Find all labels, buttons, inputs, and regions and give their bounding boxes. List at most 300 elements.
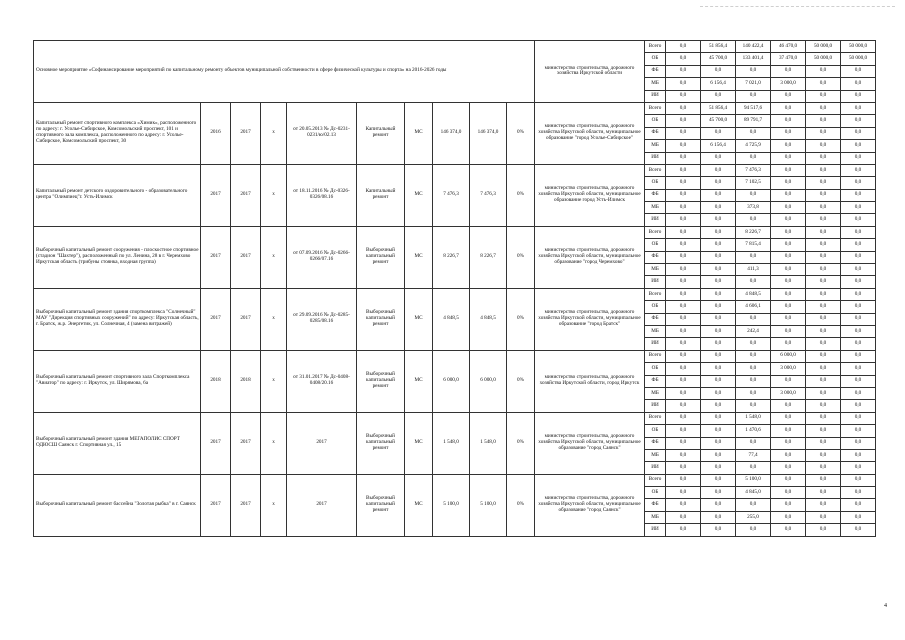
amount-cell: 0,0	[666, 202, 701, 214]
owner-cell: МС	[405, 474, 433, 536]
amount-cell: 45 700,0	[701, 115, 736, 127]
work-type-cell: Выборочный капитальный ремонт	[357, 226, 405, 288]
document-cell: от 07.09.2016 № Дс-0266-0266/07.16	[287, 226, 357, 288]
amount-cell: 0,0	[666, 177, 701, 189]
amount-cell: 0,0	[841, 202, 876, 214]
amount-cell: 0,0	[806, 276, 841, 288]
amount-cell: 4 848,5	[736, 288, 771, 300]
table-row	[34, 41, 876, 53]
work-type-cell: Выборочный капитальный ремонт	[357, 350, 405, 412]
amount-cell: 0,0	[701, 313, 736, 325]
funding-source-cell: ИИ	[645, 90, 666, 102]
owner-cell: МС	[405, 102, 433, 164]
amount-cell: 0,0	[701, 400, 736, 412]
amount-cell: 0,0	[806, 301, 841, 313]
amount-cell: 0,0	[666, 425, 701, 437]
amount-cell: 0,0	[806, 400, 841, 412]
amount-cell: 0,0	[701, 524, 736, 536]
work-type-cell: Выборочный капитальный ремонт	[357, 288, 405, 350]
funding-source-cell: ИИ	[645, 338, 666, 350]
main-event-title: Основное мероприятие «Софинансирование мероприятий по капитальному ремонту объектов муниципальной собственности в сфере физической культуры и спорта» на 2016-2026 годы	[34, 41, 535, 103]
table-row	[34, 288, 876, 300]
amount-cell: 0,0	[701, 387, 736, 399]
amount-cell: 0,0	[841, 499, 876, 511]
readiness-cell: 0%	[507, 164, 535, 226]
amount-cell: 0,0	[771, 115, 806, 127]
amount-cell: 0,0	[701, 264, 736, 276]
amount-cell: 3 000,0	[771, 387, 806, 399]
funding-source-cell: ИИ	[645, 524, 666, 536]
amount-cell: 0,0	[771, 400, 806, 412]
amount-cell: 0,0	[806, 474, 841, 486]
funding-source-cell: ОБ	[645, 53, 666, 65]
amount-cell: 0,0	[841, 400, 876, 412]
object-name-cell: Выборочный капитальный ремонт сооружения - плоскостное спортивное (стадион "Шахтер"), расположенный по ул. Ленина, 28 в г. Черемхово Иркутская область (трибуны стоянка, входная группа)	[34, 226, 201, 288]
amount-cell: 0,0	[666, 53, 701, 65]
amount-cell: 0,0	[736, 400, 771, 412]
amount-cell: 0,0	[841, 338, 876, 350]
amount-cell: 0,0	[701, 363, 736, 375]
amount-cell: 0,0	[841, 449, 876, 461]
amount-cell: 0,0	[701, 152, 736, 164]
amount-cell: 0,0	[666, 251, 701, 263]
amount-cell: 0,0	[771, 511, 806, 523]
funding-source-cell: ИИ	[645, 152, 666, 164]
amount-cell: 0,0	[736, 338, 771, 350]
amount-cell: 0,0	[841, 65, 876, 77]
amount-cell: 3 000,0	[771, 363, 806, 375]
funding-source-cell: МБ	[645, 78, 666, 90]
amount-cell: 50 000,0	[841, 53, 876, 65]
amount-cell: 0,0	[736, 437, 771, 449]
amount-cell: 94 517,6	[736, 102, 771, 114]
cost-cell: 5 100,0	[433, 474, 470, 536]
document-cell: от 29.09.2016 № Дс-0285-0285/08.16	[287, 288, 357, 350]
amount-cell: 0,0	[771, 239, 806, 251]
amount-cell: 0,0	[771, 152, 806, 164]
amount-cell: 0,0	[701, 375, 736, 387]
amount-cell: 0,0	[806, 102, 841, 114]
amount-cell: 0,0	[666, 239, 701, 251]
remaining-cost-cell: 7 476,3	[470, 164, 507, 226]
amount-cell: 0,0	[771, 462, 806, 474]
funding-source-cell: ОБ	[645, 425, 666, 437]
amount-cell: 0,0	[666, 90, 701, 102]
funding-source-cell: Всего	[645, 350, 666, 362]
mark-cell: х	[261, 226, 287, 288]
object-name-cell: Капитальный ремонт спортивного комплекса «Химик», расположенного по адресу: г. Усолье-Сибирское, Комсомольский проспект, 101 и спортивного зала комплекса, расположенного по адресу: г. Усолье-Сибирское, Комсомольский проспект, 30	[34, 102, 201, 164]
amount-cell: 0,0	[841, 325, 876, 337]
table-row	[34, 226, 876, 238]
amount-cell: 0,0	[771, 449, 806, 461]
amount-cell: 0,0	[736, 127, 771, 139]
responsible-cell: министерство строительства, дорожного хозяйства Иркутской области, муниципальное образование "город Черемхово"	[535, 226, 645, 288]
amount-cell: 0,0	[806, 425, 841, 437]
readiness-cell: 0%	[507, 288, 535, 350]
amount-cell: 0,0	[806, 524, 841, 536]
amount-cell: 0,0	[841, 152, 876, 164]
amount-cell: 0,0	[841, 189, 876, 201]
amount-cell: 0,0	[666, 65, 701, 77]
amount-cell: 0,0	[841, 301, 876, 313]
amount-cell: 242,4	[736, 325, 771, 337]
amount-cell: 0,0	[841, 78, 876, 90]
amount-cell: 0,0	[666, 474, 701, 486]
amount-cell: 0,0	[806, 487, 841, 499]
amount-cell: 0,0	[806, 164, 841, 176]
end-year-cell: 2017	[231, 102, 261, 164]
responsible-cell: министерство строительства, дорожного хозяйства Иркутской области, муниципальное образование "город Братск"	[535, 288, 645, 350]
amount-cell: 0,0	[806, 462, 841, 474]
amount-cell: 0,0	[666, 511, 701, 523]
responsible-cell: министерство строительства, дорожного хозяйства Иркутской области	[535, 41, 645, 103]
amount-cell: 4 725,9	[736, 140, 771, 152]
readiness-cell: 0%	[507, 474, 535, 536]
mark-cell: х	[261, 350, 287, 412]
amount-cell: 0,0	[771, 251, 806, 263]
amount-cell: 0,0	[806, 350, 841, 362]
amount-cell: 3 000,0	[771, 78, 806, 90]
amount-cell: 1 548,0	[736, 412, 771, 424]
funding-source-cell: МБ	[645, 264, 666, 276]
amount-cell: 0,0	[666, 276, 701, 288]
amount-cell: 0,0	[736, 90, 771, 102]
amount-cell: 0,0	[806, 313, 841, 325]
work-type-cell: Капитальный ремонт	[357, 164, 405, 226]
table-row	[34, 350, 876, 362]
amount-cell: 1 470,6	[736, 425, 771, 437]
amount-cell: 0,0	[806, 387, 841, 399]
start-year-cell: 2017	[201, 226, 231, 288]
start-year-cell: 2017	[201, 474, 231, 536]
remaining-cost-cell: 8 226,7	[470, 226, 507, 288]
amount-cell: 0,0	[701, 239, 736, 251]
amount-cell: 0,0	[841, 115, 876, 127]
amount-cell: 0,0	[666, 41, 701, 53]
cost-cell: 6 000,0	[433, 350, 470, 412]
amount-cell: 0,0	[701, 189, 736, 201]
amount-cell: 0,0	[701, 65, 736, 77]
amount-cell: 0,0	[806, 214, 841, 226]
amount-cell: 0,0	[806, 90, 841, 102]
amount-cell: 0,0	[806, 177, 841, 189]
cost-cell: 4 848,5	[433, 288, 470, 350]
amount-cell: 0,0	[701, 425, 736, 437]
amount-cell: 0,0	[666, 437, 701, 449]
responsible-cell: министерство строительства, дорожного хозяйства Иркутской области, муниципальное образование город Усть-Илимск	[535, 164, 645, 226]
amount-cell: 50 000,0	[806, 41, 841, 53]
amount-cell: 0,0	[666, 487, 701, 499]
funding-source-cell: МБ	[645, 449, 666, 461]
amount-cell: 0,0	[806, 189, 841, 201]
amount-cell: 0,0	[806, 152, 841, 164]
amount-cell: 6 156,4	[701, 140, 736, 152]
amount-cell: 0,0	[841, 127, 876, 139]
amount-cell: 0,0	[701, 214, 736, 226]
amount-cell: 0,0	[806, 264, 841, 276]
end-year-cell: 2017	[231, 288, 261, 350]
mark-cell: х	[261, 288, 287, 350]
amount-cell: 0,0	[771, 276, 806, 288]
amount-cell: 0,0	[841, 164, 876, 176]
object-name-cell: Капитальный ремонт детского оздоровительного - образовательного центра "Олимпиец"г. Усть-Илимск	[34, 164, 201, 226]
amount-cell: 0,0	[841, 375, 876, 387]
amount-cell: 0,0	[841, 487, 876, 499]
amount-cell: 0,0	[806, 325, 841, 337]
object-name-cell: Выборочный капитальный ремонт здания МЕГАПОЛИС СПОРТ ОДЮСШ Саянск г. Спортивная ул., 15	[34, 412, 201, 474]
amount-cell: 0,0	[701, 499, 736, 511]
amount-cell: 0,0	[666, 375, 701, 387]
amount-cell: 7 815,4	[736, 239, 771, 251]
amount-cell: 4 845,0	[736, 487, 771, 499]
amount-cell: 0,0	[771, 164, 806, 176]
funding-source-cell: МБ	[645, 511, 666, 523]
funding-source-cell: ОБ	[645, 363, 666, 375]
amount-cell: 0,0	[666, 78, 701, 90]
amount-cell: 0,0	[666, 226, 701, 238]
amount-cell: 373,8	[736, 202, 771, 214]
amount-cell: 0,0	[806, 375, 841, 387]
funding-source-cell: Всего	[645, 102, 666, 114]
amount-cell: 0,0	[841, 387, 876, 399]
amount-cell: 0,0	[806, 78, 841, 90]
amount-cell: 0,0	[666, 524, 701, 536]
document-cell: 2017	[287, 412, 357, 474]
funding-source-cell: Всего	[645, 474, 666, 486]
amount-cell: 0,0	[841, 437, 876, 449]
amount-cell: 0,0	[666, 338, 701, 350]
amount-cell: 0,0	[736, 313, 771, 325]
amount-cell: 0,0	[666, 140, 701, 152]
amount-cell: 0,0	[806, 338, 841, 350]
amount-cell: 255,0	[736, 511, 771, 523]
amount-cell: 0,0	[771, 375, 806, 387]
amount-cell: 411,3	[736, 264, 771, 276]
amount-cell: 0,0	[701, 350, 736, 362]
funding-source-cell: ФБ	[645, 375, 666, 387]
amount-cell: 0,0	[701, 288, 736, 300]
funding-source-cell: ИИ	[645, 400, 666, 412]
amount-cell: 0,0	[841, 425, 876, 437]
cost-cell: 7 476,3	[433, 164, 470, 226]
amount-cell: 0,0	[771, 102, 806, 114]
amount-cell: 89 791,7	[736, 115, 771, 127]
amount-cell: 0,0	[771, 425, 806, 437]
amount-cell: 6 000,0	[771, 350, 806, 362]
table-row	[34, 164, 876, 176]
document-cell: от 20.05.2013 № Дс-0231-0231/ю/02.13	[287, 102, 357, 164]
funding-source-cell: ОБ	[645, 177, 666, 189]
end-year-cell: 2018	[231, 350, 261, 412]
amount-cell: 0,0	[771, 140, 806, 152]
amount-cell: 0,0	[771, 90, 806, 102]
amount-cell: 0,0	[666, 363, 701, 375]
amount-cell: 0,0	[841, 102, 876, 114]
amount-cell: 0,0	[806, 251, 841, 263]
mark-cell: х	[261, 164, 287, 226]
amount-cell: 0,0	[841, 251, 876, 263]
amount-cell: 0,0	[666, 115, 701, 127]
amount-cell: 0,0	[666, 288, 701, 300]
amount-cell: 0,0	[841, 313, 876, 325]
funding-source-cell: ФБ	[645, 65, 666, 77]
funding-source-cell: МБ	[645, 325, 666, 337]
amount-cell: 0,0	[771, 189, 806, 201]
amount-cell: 0,0	[666, 214, 701, 226]
amount-cell: 0,0	[806, 499, 841, 511]
scan-artifact-line	[700, 6, 895, 7]
amount-cell: 0,0	[771, 214, 806, 226]
amount-cell: 0,0	[806, 437, 841, 449]
amount-cell: 0,0	[806, 363, 841, 375]
table-row	[34, 412, 876, 424]
end-year-cell: 2017	[231, 412, 261, 474]
amount-cell: 0,0	[666, 152, 701, 164]
owner-cell: МС	[405, 288, 433, 350]
amount-cell: 0,0	[736, 152, 771, 164]
amount-cell: 0,0	[666, 350, 701, 362]
work-type-cell: Выборочный капитальный ремонт	[357, 474, 405, 536]
amount-cell: 0,0	[771, 499, 806, 511]
responsible-cell: министерство строительства, дорожного хозяйства Иркутской области, муниципальное образование "город Саянск"	[535, 474, 645, 536]
amount-cell: 0,0	[841, 511, 876, 523]
mark-cell: х	[261, 474, 287, 536]
amount-cell: 0,0	[736, 214, 771, 226]
funding-source-cell: ИИ	[645, 276, 666, 288]
responsible-cell: министерство строительства, дорожного хозяйства Иркутской области, муниципальное образование "город Саянск"	[535, 412, 645, 474]
amount-cell: 0,0	[666, 264, 701, 276]
funding-source-cell: ОБ	[645, 239, 666, 251]
amount-cell: 0,0	[841, 140, 876, 152]
amount-cell: 0,0	[806, 65, 841, 77]
amount-cell: 0,0	[701, 251, 736, 263]
amount-cell: 0,0	[666, 301, 701, 313]
amount-cell: 0,0	[701, 412, 736, 424]
amount-cell: 77,4	[736, 449, 771, 461]
amount-cell: 0,0	[841, 264, 876, 276]
amount-cell: 0,0	[841, 462, 876, 474]
amount-cell: 0,0	[806, 449, 841, 461]
owner-cell: МС	[405, 412, 433, 474]
amount-cell: 46 470,0	[771, 41, 806, 53]
document-cell: от 31.01.2017 № Дс-0408-0408/20.16	[287, 350, 357, 412]
start-year-cell: 2018	[201, 350, 231, 412]
amount-cell: 0,0	[701, 164, 736, 176]
document-cell: 2017	[287, 474, 357, 536]
amount-cell: 0,0	[736, 276, 771, 288]
owner-cell: МС	[405, 164, 433, 226]
amount-cell: 0,0	[771, 474, 806, 486]
amount-cell: 0,0	[701, 226, 736, 238]
object-name-cell: Выборочный капитальный ремонт здания спорткомплекса "Солнечный" МАУ "Дирекция спортивных сооружений" по адресу: Иркутская область, г. Братск, ж.р. Энергетик, ул. Солнечная, 4 (замена витражей)	[34, 288, 201, 350]
amount-cell: 0,0	[666, 499, 701, 511]
amount-cell: 8 226,7	[736, 226, 771, 238]
amount-cell: 0,0	[666, 102, 701, 114]
amount-cell: 0,0	[806, 511, 841, 523]
amount-cell: 0,0	[701, 487, 736, 499]
amount-cell: 0,0	[701, 325, 736, 337]
amount-cell: 0,0	[771, 226, 806, 238]
amount-cell: 0,0	[736, 499, 771, 511]
amount-cell: 0,0	[806, 115, 841, 127]
work-type-cell: Выборочный капитальный ремонт	[357, 412, 405, 474]
amount-cell: 0,0	[806, 140, 841, 152]
amount-cell: 0,0	[841, 226, 876, 238]
amount-cell: 0,0	[841, 90, 876, 102]
amount-cell: 0,0	[701, 437, 736, 449]
owner-cell: МС	[405, 226, 433, 288]
document-cell: от 18.11.2016 № Дс-0326-0326/08.16	[287, 164, 357, 226]
amount-cell: 0,0	[736, 524, 771, 536]
amount-cell: 0,0	[806, 226, 841, 238]
amount-cell: 0,0	[701, 202, 736, 214]
object-name-cell: Выборочный капитальный ремонт спортивного зала Спорткомплекса "Авиатор" по адресу: г. Иркутск, ул. Ширямова, 6а	[34, 350, 201, 412]
funding-source-cell: ОБ	[645, 301, 666, 313]
amount-cell: 0,0	[701, 276, 736, 288]
end-year-cell: 2017	[231, 164, 261, 226]
amount-cell: 133 401,4	[736, 53, 771, 65]
amount-cell: 5 100,0	[736, 474, 771, 486]
amount-cell: 0,0	[701, 127, 736, 139]
work-type-cell: Капитальный ремонт	[357, 102, 405, 164]
amount-cell: 0,0	[771, 177, 806, 189]
remaining-cost-cell: 146 374,0	[470, 102, 507, 164]
amount-cell: 0,0	[666, 412, 701, 424]
start-year-cell: 2017	[201, 164, 231, 226]
funding-source-cell: Всего	[645, 288, 666, 300]
cost-cell: 8 226,7	[433, 226, 470, 288]
amount-cell: 0,0	[841, 288, 876, 300]
amount-cell: 0,0	[771, 325, 806, 337]
amount-cell: 0,0	[666, 387, 701, 399]
funding-source-cell: МБ	[645, 387, 666, 399]
amount-cell: 0,0	[841, 474, 876, 486]
funding-source-cell: ОБ	[645, 115, 666, 127]
start-year-cell: 2017	[201, 288, 231, 350]
amount-cell: 0,0	[806, 412, 841, 424]
amount-cell: 0,0	[806, 202, 841, 214]
amount-cell: 0,0	[666, 313, 701, 325]
funding-source-cell: ОБ	[645, 487, 666, 499]
amount-cell: 0,0	[771, 264, 806, 276]
object-name-cell: Выборочный капитальный ремонт бассейна "Золотая рыбка" в г. Саянск	[34, 474, 201, 536]
funding-source-cell: Всего	[645, 41, 666, 53]
amount-cell: 0,0	[841, 350, 876, 362]
responsible-cell: министерство строительства, дорожного хозяйства Иркутской области, город Иркутск	[535, 350, 645, 412]
amount-cell: 0,0	[736, 363, 771, 375]
amount-cell: 0,0	[771, 202, 806, 214]
remaining-cost-cell: 5 100,0	[470, 474, 507, 536]
amount-cell: 0,0	[701, 90, 736, 102]
amount-cell: 0,0	[701, 462, 736, 474]
funding-source-cell: МБ	[645, 140, 666, 152]
funding-source-cell: Всего	[645, 226, 666, 238]
amount-cell: 0,0	[736, 65, 771, 77]
amount-cell: 0,0	[666, 462, 701, 474]
amount-cell: 0,0	[736, 462, 771, 474]
amount-cell: 7 476,3	[736, 164, 771, 176]
amount-cell: 6 156,4	[701, 78, 736, 90]
amount-cell: 0,0	[771, 288, 806, 300]
amount-cell: 0,0	[841, 276, 876, 288]
amount-cell: 0,0	[841, 363, 876, 375]
start-year-cell: 2016	[201, 102, 231, 164]
amount-cell: 0,0	[771, 65, 806, 77]
amount-cell: 45 700,0	[701, 53, 736, 65]
amount-cell: 0,0	[841, 412, 876, 424]
amount-cell: 0,0	[701, 511, 736, 523]
page-number: 4	[884, 603, 887, 609]
